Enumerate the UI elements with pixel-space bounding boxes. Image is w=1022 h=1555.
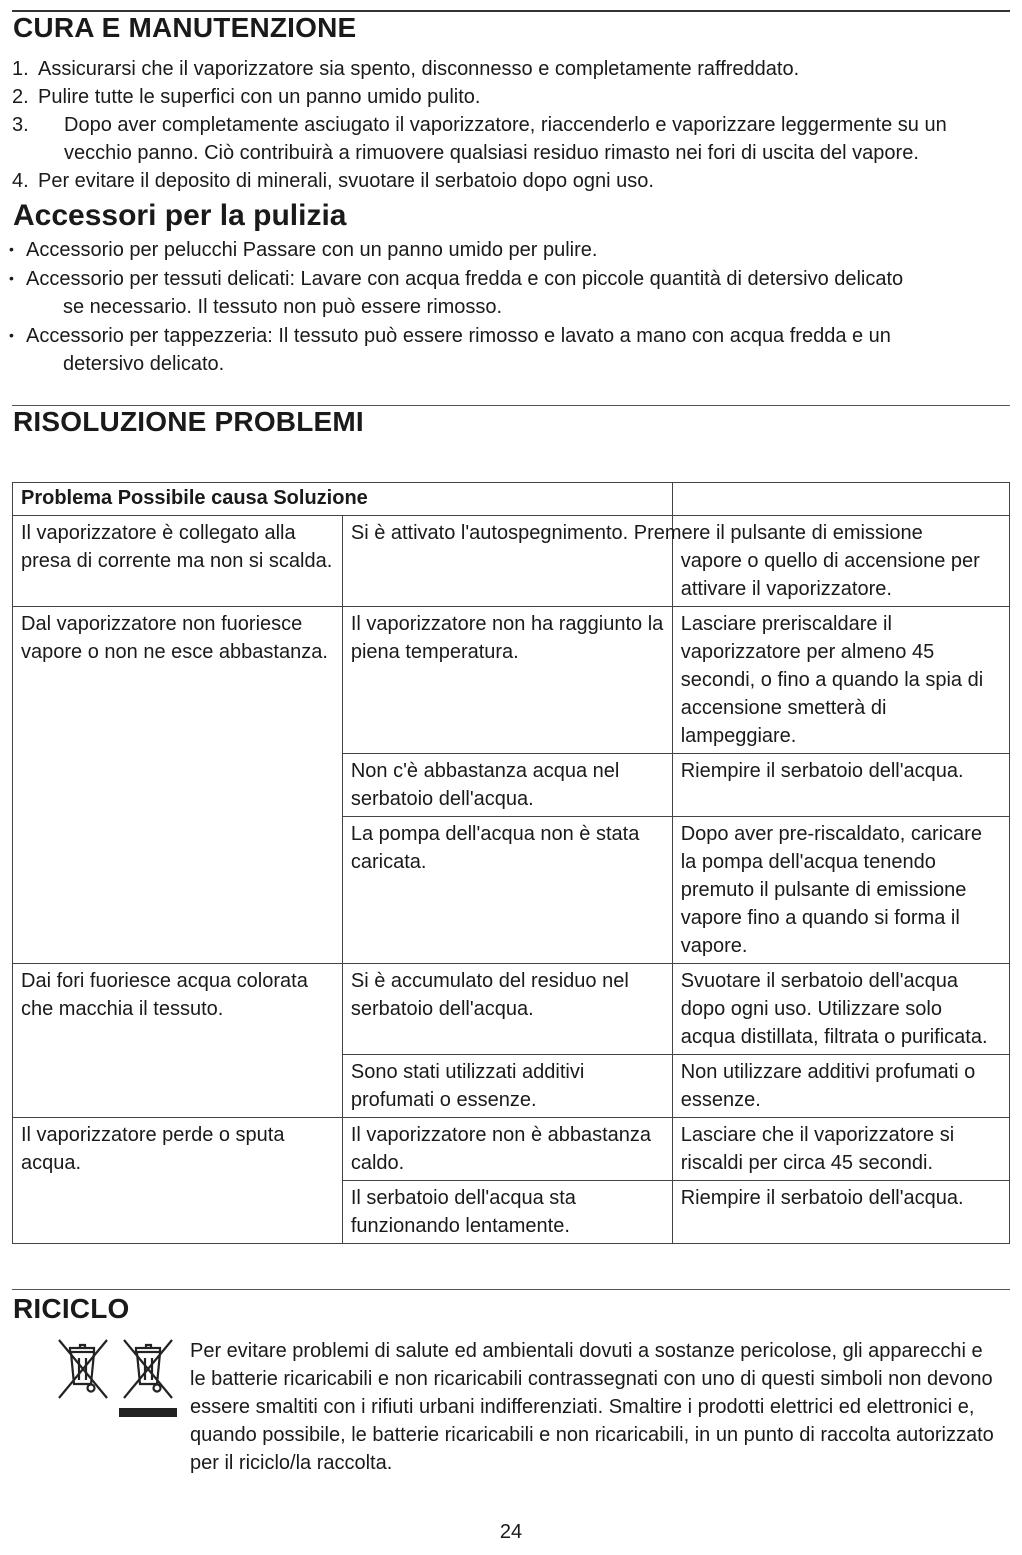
table-row: Dal vaporizzatore non fuoriesce vapore o non ne esce abbastanza. Il vaporizzatore non ha raggiunto la piena temperatura. Lasciare preriscaldare il vaporizzatore per almeno 45 secondi, o fino a quando la spia di accensione smetterà di lampeggiare. (13, 607, 1010, 754)
list-item: • Accessorio per tessuti delicati: Lavare con acqua fredda e con piccole quantità di detersivo delicato se necessario. Il tessuto non può essere rimosso. (9, 264, 1009, 321)
table-row: Il vaporizzatore è collegato alla presa di corrente ma non si scalda. Si è attivato l'autospegnimento. Premere il pulsante di emissione vapore o quello di accensione per attivare il vaporizzatore. (13, 516, 1010, 607)
list-item: • Accessorio per pelucchi Passare con un panno umido per pulire. (9, 235, 1009, 264)
list-item: 1. Assicurarsi che il vaporizzatore sia spento, disconnesso e completamente raffreddato. (12, 58, 800, 80)
care-steps-list (12, 55, 1012, 195)
list-item: • Accessorio per tappezzeria: Il tessuto può essere rimosso e lavato a mano con acqua fredda e un detersivo delicato. (9, 321, 1009, 378)
bullet-icon: • (9, 241, 14, 257)
troubleshooting-table (12, 482, 1010, 1244)
table-header-empty (672, 483, 1009, 516)
bullet-icon: • (9, 270, 14, 286)
troubleshooting-title: RISOLUZIONE PROBLEMI (13, 406, 364, 437)
table-row: Il serbatoio dell'acqua sta funzionando lentamente. Riempire il serbatoio dell'acqua. (13, 1181, 1010, 1244)
crossed-out-wheelie-bin-icon (55, 1336, 111, 1402)
recycling-symbols (55, 1336, 180, 1420)
care-title: CURA E MANUTENZIONE (13, 12, 357, 43)
page-number: 24 (499, 1521, 523, 1543)
table-header-row (13, 483, 1010, 516)
table-row: La pompa dell'acqua non è stata caricata. Dopo aver pre-riscaldato, caricare la pompa dell'acqua tenendo premuto il pulsante di emissione vapore fino a quando si forma il vapore. (13, 817, 1010, 964)
bullet-icon: • (9, 327, 14, 343)
list-item: 2. Pulire tutte le superfici con un panno umido pulito. (12, 86, 481, 108)
recycling-text: Per evitare problemi di salute ed ambientali dovuti a sostanze pericolose, gli apparecchi e le batterie ricaricabili e non ricaricabili contrassegnati con uno di questi simboli non devono essere smaltiti con i rifiuti urbani indifferenziati. Smaltire i prodotti elettrici ed elettronici e, quando possibile, le batterie ricaricabili e non ricaricabili, in un punto di raccolta autorizzato per il riciclo/la raccolta. (190, 1340, 994, 1474)
section-rule-recycling (12, 1289, 1010, 1290)
table-header: Problema Possibile causa Soluzione (13, 483, 673, 516)
table-row: Non c'è abbastanza acqua nel serbatoio dell'acqua. Riempire il serbatoio dell'acqua. (13, 754, 1010, 817)
table-row: Sono stati utilizzati additivi profumati o essenze. Non utilizzare additivi profumati o essenze. (13, 1055, 1010, 1118)
list-item: 3. Dopo aver completamente asciugato il vaporizzatore, riaccenderlo e vaporizzare leggermente su un vecchio panno. Ciò contribuirà a rimuovere qualsiasi residuo rimasto nei fori di uscita del vapore. (12, 114, 947, 164)
list-item: 4. Per evitare il deposito di minerali, svuotare il serbatoio dopo ogni uso. (12, 170, 654, 192)
recycling-title: RICICLO (13, 1293, 130, 1324)
accessories-title: Accessori per la pulizia (13, 199, 347, 232)
table-row: Il vaporizzatore perde o sputa acqua. Il vaporizzatore non è abbastanza caldo. Lasciare che il vaporizzatore si riscaldi per circa 45 secondi. (13, 1118, 1010, 1181)
accessories-list (9, 235, 1009, 378)
crossed-out-wheelie-bin-with-bar-icon (119, 1336, 177, 1420)
table-row: Dai fori fuoriesce acqua colorata che macchia il tessuto. Si è accumulato del residuo nel serbatoio dell'acqua. Svuotare il serbatoio dell'acqua dopo ogni uso. Utilizzare solo acqua distillata, filtrata o purificata. (13, 964, 1010, 1055)
